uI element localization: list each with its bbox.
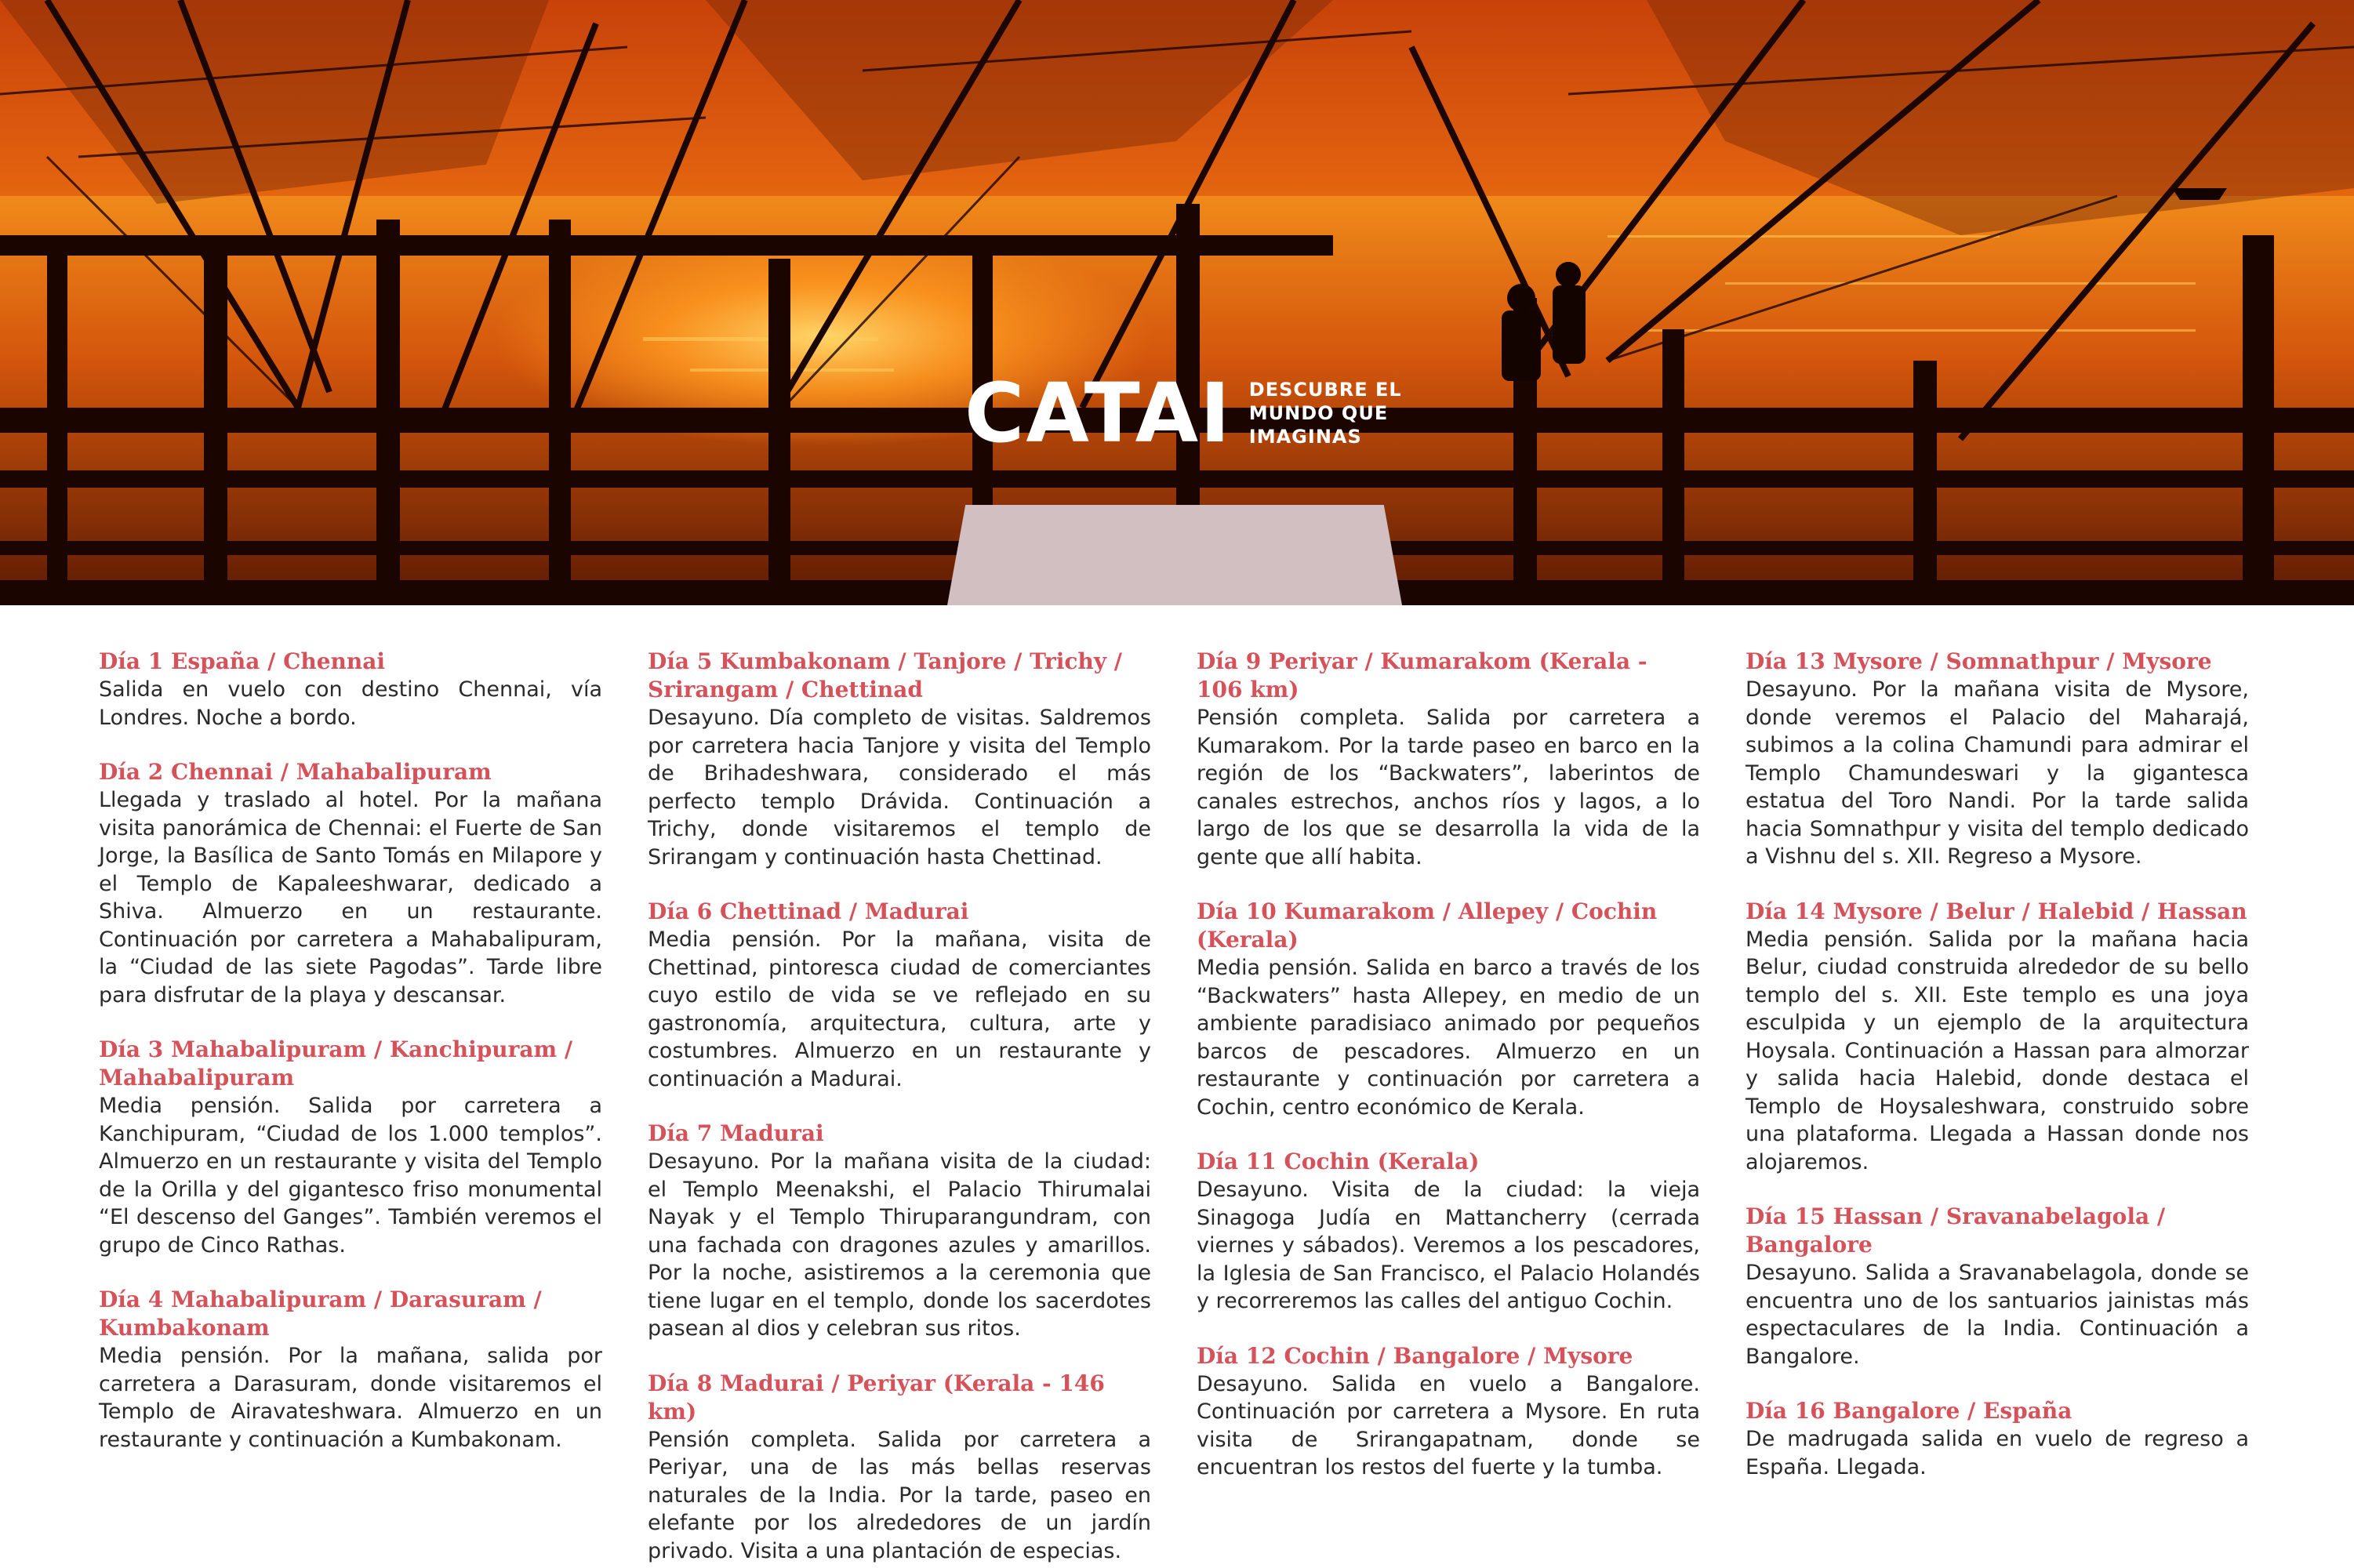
day-description: Pensión completa. Salida por carretera a Periyar, una de las más bellas reservas naturales de la India. Por la tarde, paseo en elefante por los alrededores de un jardín privado. Visita a una plantación de especias. [648,1427,1151,1563]
day-title: Día 3 Mahabalipuram / Kanchipuram / Mahabalipuram [99,1036,573,1091]
day-title: Día 10 Kumarakom / Allepey / Cochin (Kerala) [1197,898,1658,953]
day-title: Día 4 Mahabalipuram / Darasuram / Kumbakonam [99,1287,542,1341]
day-entry [99,1036,602,1259]
day-description: Desayuno. Salida a Sravanabelagola, donde se encuentra uno de los santuarios jainistas más espectaculares de la India. Continuación a Bangalore. [1746,1261,2249,1369]
day-description: Llegada y traslado al hotel. Por la mañana visita panorámica de Chennai: el Fuerte de San Jorge, la Basílica de Santo Tomás en Milapore y el Templo de Kapaleeshwarar, dedicado a Shiva. Almuerzo en un restaurante. Continuación por carretera a Mahabalipuram, la “Ciudad de las siete Pagodas”. Tarde libre para disfrutar de la playa y descansar. [99,788,602,1007]
day-description: Media pensión. Por la mañana, salida por carretera a Darasuram, donde visitaremos el Templo de Airavateshwara. Almuerzo en un restaurante y continuación a Kumbakonam. [99,1344,602,1452]
day-title: Día 7 Madurai [648,1120,824,1146]
day-entry [99,758,602,1009]
day-title: Día 5 Kumbakonam / Tanjore / Trichy / Srirangam / Chettinad [648,648,1122,702]
itinerary-column-2 [648,648,1151,1563]
tagline-line: MUNDO QUE [1248,402,1389,424]
day-title: Día 15 Hassan / Sravanabelagola / Bangalore [1746,1203,2166,1258]
day-description: Media pensión. Salida por carretera a Kanchipuram, “Ciudad de los 1.000 templos”. Almuerzo en un restaurante y visita del Templo de la Orilla y del gigantesco friso monumental “El descenso del Ganges”. También veremos el grupo de Cinco Rathas. [99,1094,602,1258]
day-title: Día 2 Chennai / Mahabalipuram [99,759,492,785]
itinerary-column-1 [99,648,602,1549]
tagline-line: IMAGINAS [1248,426,1362,448]
day-title: Día 9 Periyar / Kumarakom (Kerala - 106 km) [1197,648,1647,702]
hero-photo [0,0,2354,605]
day-title: Día 6 Chettinad / Madurai [648,898,969,924]
day-title: Día 11 Cochin (Kerala) [1197,1149,1480,1174]
day-description: Desayuno. Por la mañana visita de la ciudad: el Templo Meenakshi, el Palacio Thirumalai Nayak y el Templo Thiruparangundram, con una fachada con dragones azules y amarillos. Por la noche, asistiremos a la ceremonia que tiene lugar en el templo, donde los sacerdotes pasean al dios y celebran sus ritos. [648,1149,1151,1341]
day-entry [1746,1397,2249,1481]
logo-wordmark: CATAI [964,365,1232,461]
day-description: Media pensión. Salida en barco a través de los “Backwaters” hasta Allepey, en medio de un ambiente paradisiaco animado por pequeños barcos de pescadores. Almuerzo en un restaurante y continuación por carretera a Cochin, centro económico de Kerala. [1197,956,1700,1120]
day-entry [1197,648,1700,871]
day-entry [1746,898,2249,1177]
day-description: Media pensión. Por la mañana, visita de Chettinad, pintoresca ciudad de comerciantes cuyo estilo de vida se ve reflejado en su gastronomía, arquitectura, cultura, arte y costumbres. Almuerzo en un restaurante y continuación a Madurai. [648,927,1151,1091]
day-description: Desayuno. Por la mañana visita de Mysore, donde veremos el Palacio del Maharajá, subimos a la colina Chamundi para admirar el Templo Chamundeswari y la gigantesca estatua del Toro Nandi. Por la tarde salida hacia Somnathpur y visita del templo dedicado a Vishnu del s. XII. Regreso a Mysore. [1746,677,2249,869]
catai-logo [964,365,1402,461]
day-entry [1197,898,1700,1121]
day-entry [1746,648,2249,871]
day-title: Día 13 Mysore / Somnathpur / Mysore [1746,648,2212,674]
day-entry [1197,1148,1700,1316]
day-entry [648,898,1151,1093]
day-title: Día 14 Mysore / Belur / Halebid / Hassan [1746,898,2247,924]
day-description: Desayuno. Día completo de visitas. Saldremos por carretera hacia Tanjore y visita del Templo de Brihadeshwara, considerado el más perfecto templo Drávida. Continuación a Trichy, donde visitaremos el templo de Srirangam y continuación hasta Chettinad. [648,706,1151,869]
itinerary-column-3 [1197,648,1700,1549]
day-entry [1746,1203,2249,1370]
day-description: Desayuno. Salida en vuelo a Bangalore. Continuación por carretera a Mysore. En ruta visita de Srirangapatnam, donde se encuentran los restos del fuerte y la tumba. [1197,1371,1700,1479]
day-description: Desayuno. Visita de la ciudad: la vieja Sinagoga Judía en Mattancherry (cerrada viernes y sábados). Veremos a los pescadores, la Iglesia de San Francisco, el Palacio Holandés y recorreremos las calles del antiguo Cochin. [1197,1178,1700,1313]
day-entry [99,1286,602,1454]
day-title: Día 1 España / Chennai [99,648,386,674]
day-entry [648,1370,1151,1566]
day-description: De madrugada salida en vuelo de regreso a España. Llegada. [1746,1427,2249,1479]
day-description: Pensión completa. Salida por carretera a Kumarakom. Por la tarde paseo en barco en la región de los “Backwaters”, laberintos de canales estrechos, anchos ríos y lagos, a lo largo de los que se desarrolla la vida de la gente que allí habita. [1197,706,1700,869]
day-title: Día 8 Madurai / Periyar (Kerala - 146 km) [648,1370,1105,1425]
day-entry [1197,1342,1700,1482]
day-description: Salida en vuelo con destino Chennai, vía Londres. Noche a bordo. [99,677,602,730]
itinerary-column-4 [1746,648,2249,1549]
decorative-tab [947,505,1402,605]
day-entry [648,648,1151,871]
day-title: Día 12 Cochin / Bangalore / Mysore [1197,1342,1633,1369]
day-entry [648,1120,1151,1343]
itinerary-columns [99,648,2255,1563]
tagline-line: DESCUBRE EL [1248,379,1402,401]
day-title: Día 16 Bangalore / España [1746,1398,2072,1424]
day-entry [99,648,602,731]
day-description: Media pensión. Salida por la mañana hacia Belur, ciudad construida alrededor de su bello templo del s. XII. Este templo es una joya esculpida y un ejemplo de la arquitectura Hoysala. Continuación a Hassan para almorzar y salida hacia Halebid, donde destaca el Templo de Hoysaleshwara, construido sobre una plataforma. Llegada a Hassan donde nos alojaremos. [1746,927,2249,1174]
logo-tagline [1249,378,1402,448]
